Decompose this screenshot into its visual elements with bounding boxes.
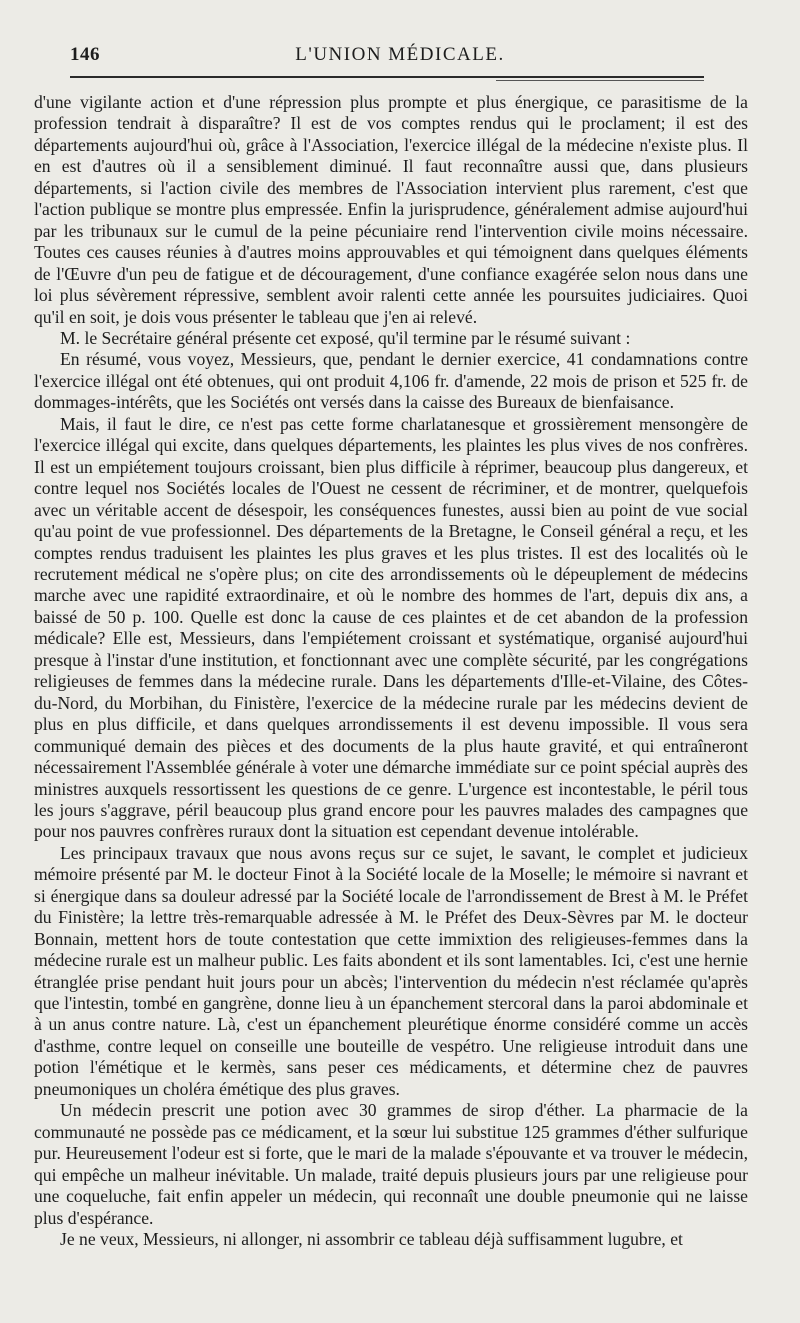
body-text <box>34 92 748 1250</box>
paragraph: M. le Secrétaire général présente cet exposé, qu'il termine par le résumé suivant : <box>60 327 631 348</box>
paragraph: Je ne veux, Messieurs, ni allonger, ni assombrir ce tableau déjà suffisamment lugubre, et <box>60 1229 683 1250</box>
header-rule-secondary <box>496 80 704 81</box>
header-rule <box>70 76 704 78</box>
paragraph: En résumé, vous voyez, Messieurs, que, pendant le dernier exercice, 41 condamnations contre l'exercice illégal ont été obtenues, qui ont produit 4,106 fr. d'amende, 22 mois de prison et 525 fr. de dommages-intérêts, que les Sociétés ont versés dans la caisse des Bureaux de bienfaisance. <box>34 349 748 413</box>
page-number: 146 <box>70 44 100 65</box>
running-title: L'UNION MÉDICALE. <box>295 44 505 65</box>
paragraph: d'une vigilante action et d'une répression plus prompte et plus énergique, ce parasitisme de la profession tendrait à disparaître? Il est de vos comptes rendus qui le proclament; il est des départements aujourd'hui où, grâce à l'Association, l'exercice illégal de la médecine n'existe plus. Il en est d'autres où il a sensiblement diminué. Il faut reconnaître aussi que, dans plusieurs départements, si l'action civile des membres de l'Association intervient plus rarement, c'est que l'action publique se montre plus empressée. Enfin la jurisprudence, généralement admise aujourd'hui par les tribunaux sur le cumul de la peine pécuniaire rend l'intervention civile moins nécessaire. Toutes ces causes réunies à d'autres moins approuvables et qui témoignent dans quelques éléments de l'Œuvre d'un peu de fatigue et de découragement, d'une confiance exagérée selon nous dans une loi plus sévèrement répressive, semblent avoir ralenti cette année les poursuites judiciaires. Quoi qu'il en soit, je dois vous présenter le tableau que j'en ai relevé. <box>34 92 748 327</box>
page-header <box>36 0 764 64</box>
paragraph: Les principaux travaux que nous avons reçus sur ce sujet, le savant, le complet et judicieux mémoire présenté par M. le docteur Finot à la Société locale de la Moselle; le mémoire si navrant et si énergique dans sa douleur adressé par la Société locale de l'arrondissement de Brest à M. le Préfet du Finistère; la lettre très-remarquable adressée à M. le Préfet des Deux-Sèvres par M. le docteur Bonnain, mettent hors de toute contestation que cette immixtion des religieuses-femmes dans la médecine rurale est un malheur public. Les faits abondent et ils sont lamentables. Ici, c'est une hernie étranglée prise pendant huit jours pour un abcès; l'intervention du médecin n'est réclamée qu'après que l'intestin, tombé en gangrène, donne lieu à un épanchement stercoral dans la paroi abdominale et à un anus contre nature. Là, c'est un épanchement pleurétique énorme considéré comme un accès d'asthme, contre lequel on conseille une bouteille de vespétro. Une religieuse introduit dans une potion l'émétique et le kermès, sans peser ces médicaments, et détermine chez de pauvres pneumoniques un choléra émétique des plus graves. <box>34 842 748 1099</box>
paragraph: Mais, il faut le dire, ce n'est pas cette forme charlatanesque et grossièrement mensongère de l'exercice illégal qui excite, dans quelques départements, les plaintes les plus vives de nos confrères. Il est un empiétement toujours croissant, bien plus difficile à réprimer, beaucoup plus dangereux, et contre lequel nos Sociétés locales de l'Ouest ne cessent de récriminer, et de montrer, quelquefois avec un véritable accent de désespoir, les conséquences funestes, aussi bien au point de vue social qu'au point de vue professionnel. Des départements de la Bretagne, le Conseil général a reçu, et les comptes rendus traduisent les plaintes les plus graves et les plus tristes. Il est des localités où le recrutement médical ne s'opère plus; on cite des arrondissements où le dépeuplement de médecins marche avec une rapidité extraordinaire, et où le nombre des hommes de l'art, depuis dix ans, a baissé de 50 p. 100. Quelle est donc la cause de ces plaintes et de cet abandon de la profession médicale? Elle est, Messieurs, dans l'empiétement croissant et systématique, organisé aujourd'hui presque à l'instar d'une institution, et fonctionnant avec une complète sécurité, par les congrégations religieuses de femmes dans la médecine rurale. Dans les départements d'Ille-et-Vilaine, des Côtes-du-Nord, du Morbihan, du Finistère, l'exercice de la médecine rurale par les médecins devient de plus en plus difficile, et dans quelques arrondissements il est devenu impossible. Il vous sera communiqué demain des pièces et des documents de la plus haute gravité, et qui entraîneront nécessairement l'Assemblée générale à voter une démarche immédiate sur ce point spécial auprès des ministres auxquels ressortissent les questions de ce genre. L'urgence est incontestable, le péril tous les jours s'aggrave, péril beaucoup plus grand encore pour les pauvres malades des campagnes que pour nos pauvres confrères ruraux dont la situation est cependant devenue intolérable. <box>34 413 748 842</box>
paragraph: Un médecin prescrit une potion avec 30 grammes de sirop d'éther. La pharmacie de la communauté ne possède pas ce médicament, et la sœur lui substitue 125 grammes d'éther sulfurique pur. Heureusement l'odeur est si forte, que le mari de la malade s'épouvante et va trouver le médecin, qui empêche un malheur inévitable. Un malade, traité depuis plusieurs jours par une religieuse pour une coqueluche, fait enfin appeler un médecin, qui reconnaît une double pneumonie qui ne laisse plus d'espérance. <box>34 1100 748 1228</box>
